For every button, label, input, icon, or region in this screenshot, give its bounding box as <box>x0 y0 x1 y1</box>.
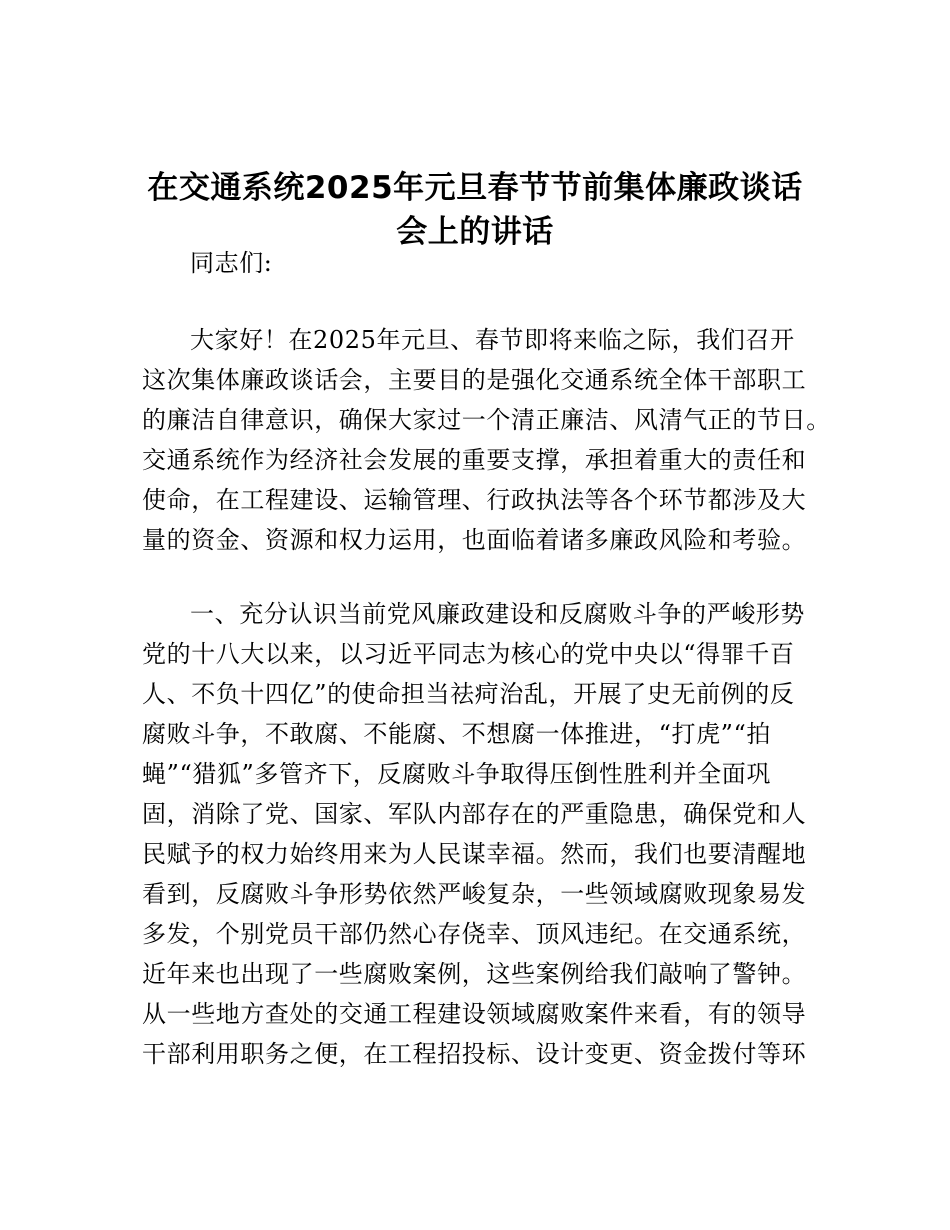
paragraph-line: 人、不负十四亿”的使命担当祛疴治乱，开展了史无前例的反 <box>142 680 795 708</box>
paragraph-section-one <box>142 594 812 1074</box>
document-title <box>120 166 830 254</box>
paragraph-line: 大家好！在2025年元旦、春节即将来临之际，我们召开 <box>190 326 795 354</box>
paragraph-line: 交通系统作为经济社会发展的重要支撑，承担着重大的责任和 <box>142 446 807 474</box>
paragraph-line: 从一些地方查处的交通工程建设领域腐败案件来看，有的领导 <box>142 1000 807 1028</box>
paragraph-line: 干部利用职务之便，在工程招投标、设计变更、资金拨付等环 <box>142 1040 807 1068</box>
paragraph-line: 民赋予的权力始终用来为人民谋幸福。然而，我们也要清醒地 <box>142 840 807 868</box>
paragraph-line: 腐败斗争，不敢腐、不能腐、不想腐一体推进，“打虎”“拍 <box>142 720 772 748</box>
paragraph-line: 多发，个别党员干部仍然心存侥幸、顶风违纪。在交通系统， <box>142 920 807 948</box>
paragraph-line: 这次集体廉政谈话会，主要目的是强化交通系统全体干部职工 <box>142 366 807 394</box>
paragraph-intro <box>142 320 831 560</box>
paragraph-line: 固，消除了党、国家、军队内部存在的严重隐患，确保党和人 <box>142 800 807 828</box>
paragraph-line: 看到，反腐败斗争形势依然严峻复杂，一些领域腐败现象易发 <box>142 880 807 908</box>
paragraph-line: 的廉洁自律意识，确保大家过一个清正廉洁、风清气正的节日。 <box>142 406 831 434</box>
salutation: 同志们: <box>190 249 273 277</box>
paragraph-line: 使命，在工程建设、运输管理、行政执法等各个环节都涉及大 <box>142 486 807 514</box>
salutation-block <box>142 243 812 283</box>
paragraph-line: 党的十八大以来，以习近平同志为核心的党中央以“得罪千百 <box>142 640 795 668</box>
paragraph-line: 蝇”“猎狐”多管齐下，反腐败斗争取得压倒性胜利并全面巩 <box>142 760 772 788</box>
paragraph-line: 量的资金、资源和权力运用，也面临着诸多廉政风险和考验。 <box>142 526 807 554</box>
title-line: 会上的讲话 <box>396 214 554 250</box>
paragraph-line: 近年来也出现了一些腐败案例，这些案例给我们敲响了警钟。 <box>142 960 807 988</box>
title-line: 在交通系统2025年元旦春节节前集体廉政谈话 <box>147 170 803 206</box>
section-heading: 一、充分认识当前党风廉政建设和反腐败斗争的严峻形势 <box>190 600 805 628</box>
